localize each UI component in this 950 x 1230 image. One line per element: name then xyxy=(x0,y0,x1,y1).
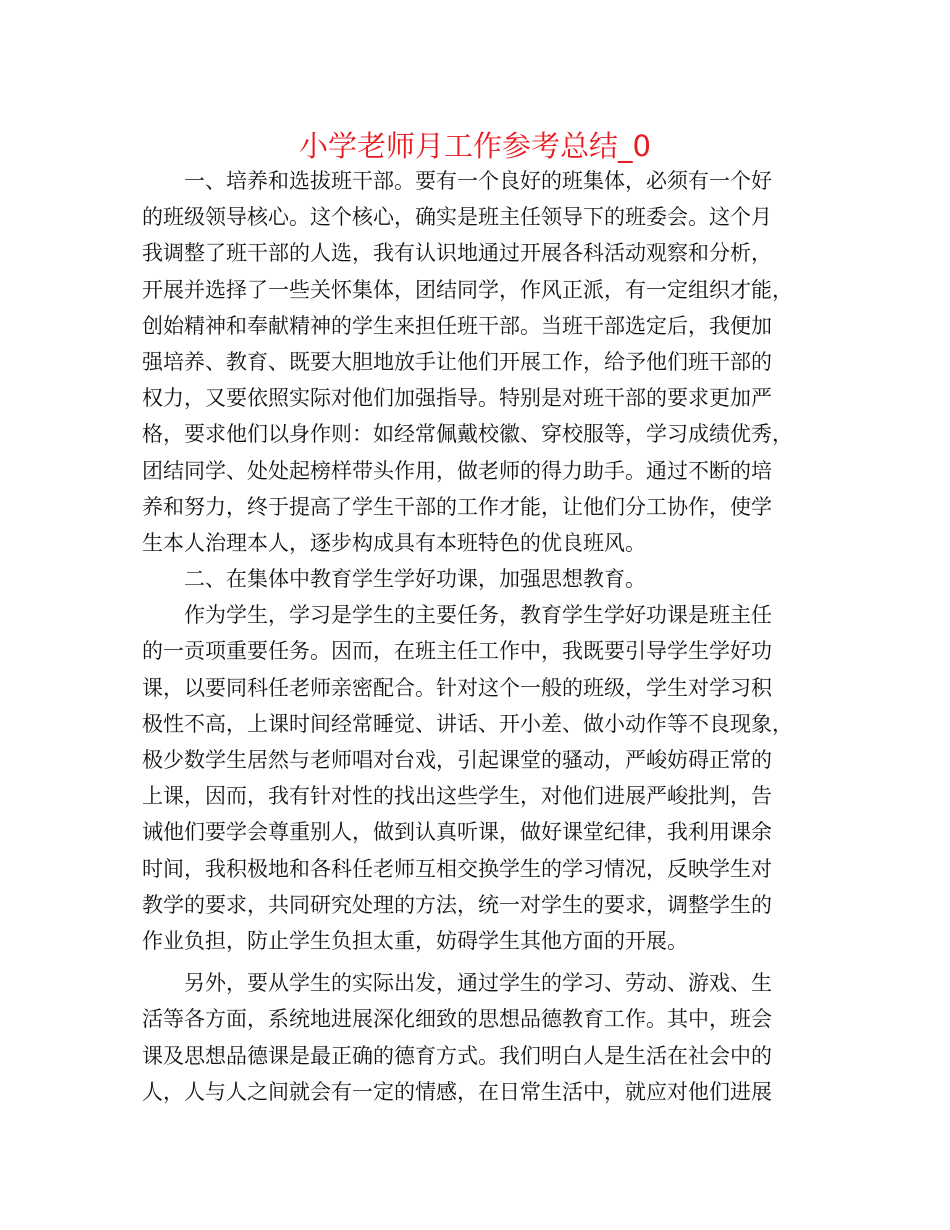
text-line: 极少数学生居然与老师唱对台戏，引起课堂的骚动，严峻妨碍正常的 xyxy=(142,748,772,772)
text-line: 活等各方面，系统地进展深化细致的思想品德教育工作。其中，班会 xyxy=(142,1007,772,1032)
text-line: 格，要求他们以身作则：如经常佩戴校徽、穿校服等，学习成绩优秀， xyxy=(142,422,793,447)
text-line: 团结同学、处处起榜样带头作用，做老师的得力助手。通过不断的培 xyxy=(142,458,772,483)
text-line: 课，以要同科任老师亲密配合。针对这个一般的班级，学生对学习积 xyxy=(142,675,772,700)
text-line: 一、培养和选拔班干部。要有一个良好的班集体，必须有一个好 xyxy=(184,169,772,193)
text-line: 权力，又要依照实际对他们加强指导。特别是对班干部的要求更加严 xyxy=(142,386,772,411)
document-title: 小学老师月工作参考总结_0 xyxy=(299,129,651,163)
text-line: 的一贡项重要任务。因而，在班主任工作中，我既要引导学生学好功 xyxy=(142,639,772,664)
text-line: 生本人治理本人，逐步构成具有本班特色的优良班风。 xyxy=(142,530,646,555)
text-line: 作为学生，学习是学生的主要任务，教育学生学好功课是班主任 xyxy=(184,603,772,628)
text-line: 养和努力，终于提高了学生干部的工作才能，让他们分工协作，使学 xyxy=(142,494,772,519)
document-body xyxy=(142,163,822,1110)
text-line: 另外，要从学生的实际出发，通过学生的学习、劳动、游戏、生 xyxy=(184,971,772,996)
text-line: 教学的要求，共同研究处理的方法，统一对学生的要求，调整学生的 xyxy=(142,892,772,917)
text-line: 二、在集体中教育学生学好功课，加强思想教育。 xyxy=(184,567,646,592)
text-line: 我调整了班干部的人选，我有认识地通过开展各科活动观察和分析， xyxy=(142,241,772,266)
text-line: 作业负担，防止学生负担太重，妨碍学生其他方面的开展。 xyxy=(142,928,688,953)
text-line: 诫他们要学会尊重别人，做到认真听课，做好课堂纪律，我利用课余 xyxy=(142,820,772,845)
text-line: 上课，因而，我有针对性的找出这些学生，对他们进展严峻批判，告 xyxy=(142,784,772,809)
text-line: 开展并选择了一些关怀集体，团结同学，作风正派，有一定组织才能， xyxy=(142,277,793,302)
text-line: 创始精神和奉献精神的学生来担任班干部。当班干部选定后，我便加 xyxy=(142,313,772,338)
text-line: 时间，我积极地和各科任老师互相交换学生的学习情况，反映学生对 xyxy=(142,856,772,881)
text-line: 人，人与人之间就会有一定的情感，在日常生活中，就应对他们进展 xyxy=(142,1079,772,1104)
text-line: 极性不高，上课时间经常睡觉、讲话、开小差、做小动作等不良现象， xyxy=(142,711,793,736)
text-line: 的班级领导核心。这个核心，确实是班主任领导下的班委会。这个月 xyxy=(142,205,772,230)
text-line: 强培养、教育、既要大胆地放手让他们开展工作，给予他们班干部的 xyxy=(142,349,772,374)
text-line: 课及思想品德课是最正确的德育方式。我们明白人是生活在社会中的 xyxy=(142,1043,772,1068)
